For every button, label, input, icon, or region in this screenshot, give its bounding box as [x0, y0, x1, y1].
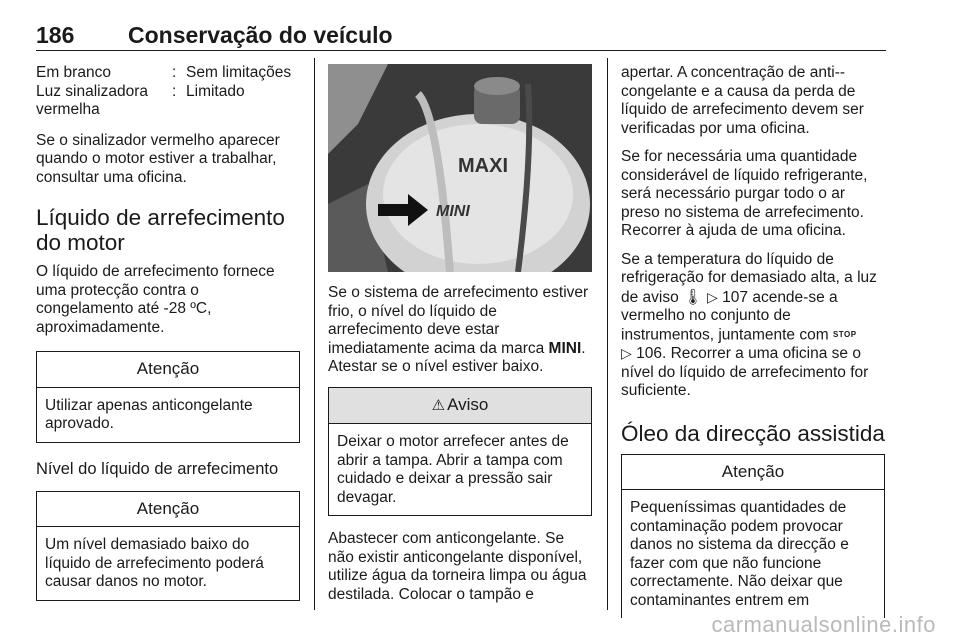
maxi-mark: MAXI [458, 155, 508, 177]
spec-sep: : [172, 82, 177, 100]
page-header [36, 14, 886, 51]
text-run: Se o sistema de arrefecimento estiver frio, o nível do líquido de arrefecimento deve estar imediatamente acima da marca [328, 284, 589, 357]
coolant-temperature-icon: 🌡 [683, 288, 703, 306]
notice-body: Pequeníssimas quantidades de contaminação podem provocar danos no sistema da direcção e fazer com que não funcione correctamente. Não deixar que contaminantes entrem em [630, 499, 849, 609]
text-run: acende-se a vermelho no conjunto de instrumentos, juntamente com [621, 288, 838, 343]
page-number: 186 [36, 22, 75, 48]
mini-mark: MINI [436, 203, 470, 220]
spec-label: Em branco [36, 64, 111, 81]
mini-mark-ref: MINI [548, 339, 582, 357]
page-reference[interactable]: 107 [722, 288, 749, 306]
stop-indicator-icon: STOP [832, 329, 857, 339]
paragraph [328, 284, 592, 377]
paragraph: Abastecer com anticongelante. Se não existir anticongelante disponível, utilize água da torneira limpa ou água destilada. Colocar o tampão e [328, 530, 587, 603]
paragraph [621, 251, 885, 401]
page-reference[interactable]: 106 [636, 345, 662, 363]
column-divider-2 [607, 58, 608, 610]
watermark: carmanualsonline.info [711, 612, 936, 637]
column-2 [328, 64, 592, 614]
text-run: Se a temperatura do líquido de refrigeração for demasiado alta, a luz de aviso [621, 250, 877, 306]
notice-box [36, 491, 300, 601]
coolant-reservoir-photo [328, 64, 592, 272]
section-title: Óleo da direcção assistida [621, 420, 885, 446]
notice-body: Um nível demasiado baixo do líquido de arrefecimento poderá causar danos no motor. [45, 536, 264, 590]
column-1 [36, 64, 300, 615]
paragraph: apertar. A concentração de anti--congelante e a causa da perda de líquido de arrefecimento devem ser verificadas por uma oficina. [621, 64, 864, 137]
page-ref-arrow-icon: ▷ [621, 345, 632, 362]
spec-label: Luz sinalizadora vermelha [36, 82, 149, 118]
notice-title: Atenção [622, 455, 884, 491]
column-divider-1 [314, 58, 315, 610]
paragraph: O líquido de arrefecimento fornece uma protecção contra o congelamento até -28 ºC, aproximadamente. [36, 263, 275, 336]
page-ref-arrow-icon: ▷ [707, 288, 718, 305]
warning-triangle-icon: ⚠ [431, 396, 446, 414]
notice-box [36, 351, 300, 443]
paragraph: Se for necessária uma quantidade considerável de líquido refrigerante, será necessário purgar todo o ar preso no sistema de arrefecimento. Recorrer à ajuda de uma oficina. [621, 148, 868, 239]
spec-sep: : [172, 64, 177, 81]
section-title: Líquido de arrefecimento do motor [36, 205, 285, 255]
warning-title-text: Aviso [447, 394, 489, 414]
warning-body: Deixar o motor arrefecer antes de abrir a tampa. Abrir a tampa com cuidado e deixar a pressão sair devagar. [337, 433, 569, 506]
text-run: . Recorrer a uma oficina se o nível do líquido de arrefecimento for suficiente. [621, 345, 869, 400]
warning-title [329, 388, 591, 425]
spec-table [36, 64, 300, 120]
spec-value: Limitado [186, 82, 245, 100]
page-title: Conservação do veículo [128, 22, 393, 48]
paragraph: Se o sinalizador vermelho aparecer quando o motor estiver a trabalhar, consultar uma oficina. [36, 131, 280, 186]
warning-box [328, 387, 592, 517]
notice-box [621, 454, 885, 619]
spec-value: Sem limitações [186, 64, 292, 81]
notice-body: Utilizar apenas anticongelante aprovado. [45, 396, 253, 432]
subheading: Nível do líquido de arrefecimento [36, 459, 279, 478]
column-3 [621, 64, 885, 632]
notice-title: Atenção [37, 492, 299, 528]
notice-title: Atenção [37, 352, 299, 388]
text-run: . Atestar se o nível estiver baixo. [328, 339, 586, 375]
